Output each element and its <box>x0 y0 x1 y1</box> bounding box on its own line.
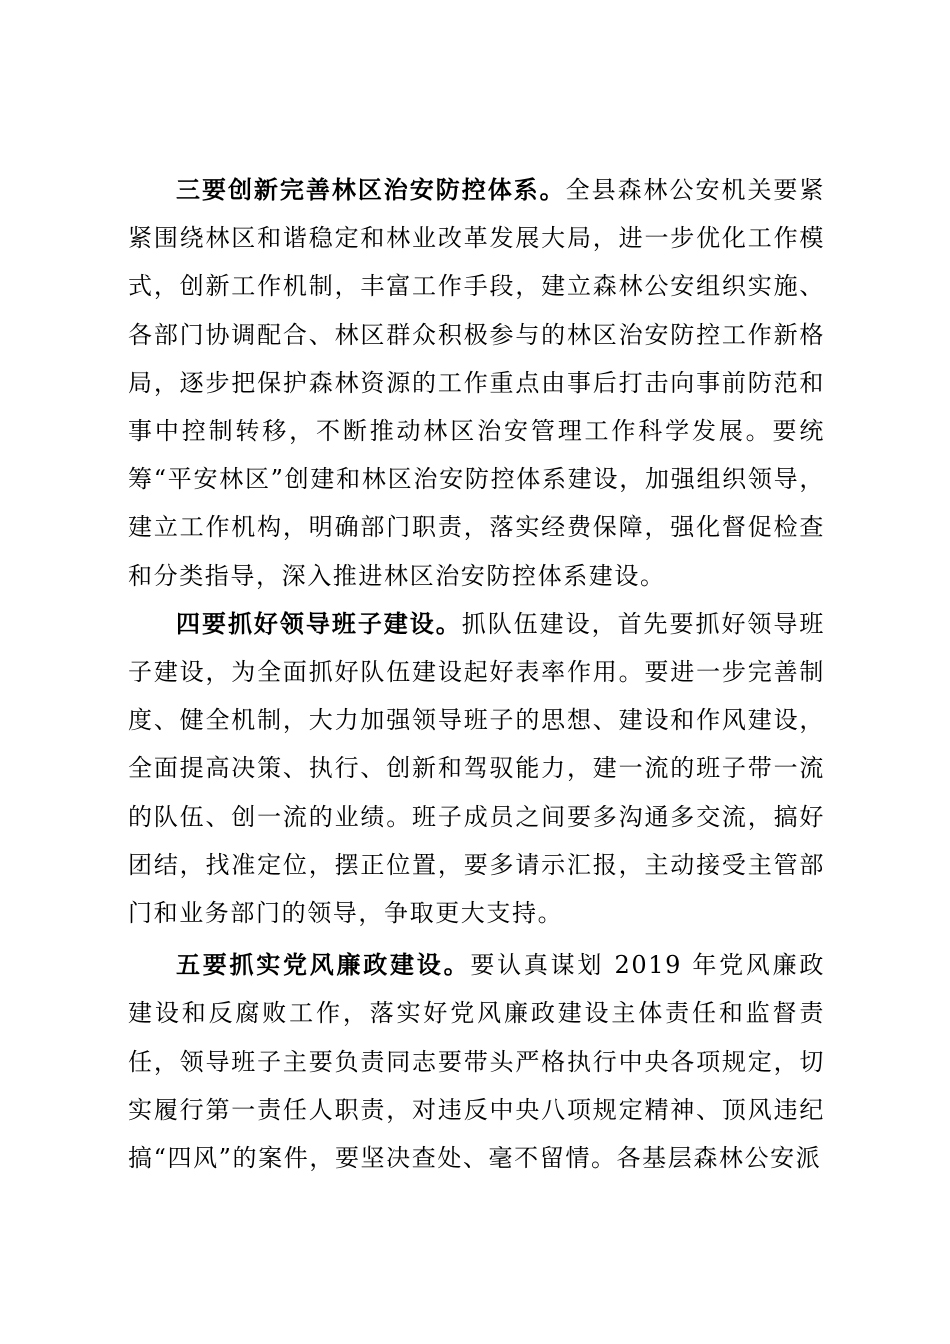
paragraph-2-text: 抓队伍建设，首先要抓好领导班子建设，为全面抓好队伍建设起好表率作用。要进一步完善制度、健全机制，大力加强领导班子的思想、建设和作风建设，全面提高决策、执行、创新和驾驭能力，建一流的班子带一流的队伍、创一流的业绩。班子成员之间要多沟通多交流，搞好团结，找准定位，摆正位置，要多请示汇报，主动接受主管部门和业务部门的领导，争取更大支持。 <box>128 609 825 928</box>
paragraph-3 <box>128 941 825 1182</box>
paragraph-2 <box>128 600 825 937</box>
paragraph-1-text: 全县森林公安机关要紧紧围绕林区和谐稳定和林业改革发展大局，进一步优化工作模式，创新工作机制，丰富工作手段，建立森林公安组织实施、各部门协调配合、林区群众积极参与的林区治安防控工作新格局，逐步把保护森林资源的工作重点由事后打击向事前防范和事中控制转移，不断推动林区治安管理工作科学发展。要统筹“平安林区”创建和林区治安防控体系建设，加强组织领导，建立工作机构，明确部门职责，落实经费保障，强化督促检查和分类指导，深入推进林区治安防控体系建设。 <box>128 176 825 590</box>
paragraph-2-heading: 四要抓好领导班子建设。 <box>176 609 462 638</box>
paragraph-1 <box>128 166 825 600</box>
paragraph-1-heading: 三要创新完善林区治安防控体系。 <box>176 176 566 204</box>
paragraph-3-text: 要认真谋划 2019 年党风廉政建设和反腐败工作，落实好党风廉政建设主体责任和监督责任，领导班子主要负责同志要带头严格执行中央各项规定，切实履行第一责任人职责，对违反中央八项规定精神、顶风违纪搞“四风”的案件，要坚决查处、毫不留情。各基层森林公安派 <box>128 951 825 1173</box>
paragraph-3-heading: 五要抓实党风廉政建设。 <box>176 951 471 980</box>
document-body <box>128 166 825 1182</box>
